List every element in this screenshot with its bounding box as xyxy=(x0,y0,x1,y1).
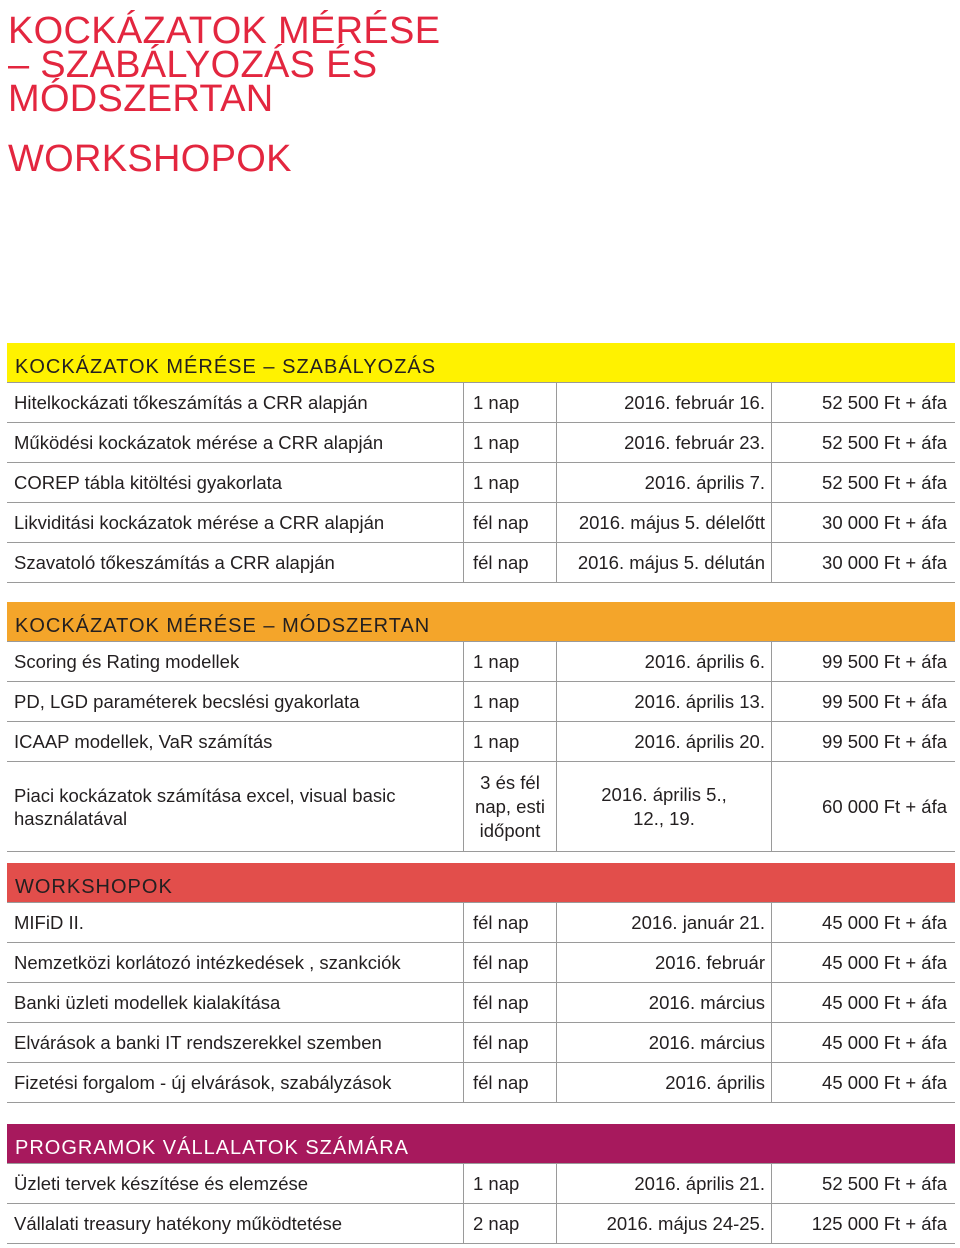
section-heading: PROGRAMOK VÁLLALATOK SZÁMÁRA xyxy=(15,1137,410,1159)
course-price: 52 500 Ft + áfa xyxy=(822,391,947,413)
course-title: PD, LGD paraméterek becslési gyakorlata xyxy=(7,682,464,721)
course-title: Elvárások a banki IT rendszerekkel szemben xyxy=(7,1023,464,1062)
page-title-line: MÓDSZERTAN xyxy=(8,78,274,120)
course-price: 99 500 Ft + áfa xyxy=(822,650,947,672)
section-risk-methodology xyxy=(7,602,955,852)
course-price: 45 000 Ft + áfa xyxy=(822,991,947,1013)
course-duration: fél nap xyxy=(464,543,557,582)
course-price: 45 000 Ft + áfa xyxy=(822,911,947,933)
course-title: ICAAP modellek, VaR számítás xyxy=(7,722,464,761)
section-heading: WORKSHOPOK xyxy=(15,876,173,898)
course-duration: 3 és fél nap, esti időpont xyxy=(464,762,557,851)
table-row xyxy=(7,1204,955,1244)
course-duration: fél nap xyxy=(464,503,557,542)
course-price: 125 000 Ft + áfa xyxy=(811,1212,947,1234)
course-date: 2016. április 21. xyxy=(557,1164,772,1203)
section-corporate-programs xyxy=(7,1124,955,1244)
course-date: 2016. április 6. xyxy=(557,642,772,681)
course-duration: 1 nap xyxy=(464,642,557,681)
course-price: 45 000 Ft + áfa xyxy=(822,1031,947,1053)
course-duration: 2 nap xyxy=(464,1204,557,1243)
course-duration: 1 nap xyxy=(464,463,557,502)
table-row xyxy=(7,1063,955,1103)
course-date: 2016. május 5. délelőtt xyxy=(557,503,772,542)
course-date: 2016. február xyxy=(557,943,772,982)
course-date: 2016. február 16. xyxy=(557,383,772,422)
course-title: Üzleti tervek készítése és elemzése xyxy=(7,1164,464,1203)
course-price: 99 500 Ft + áfa xyxy=(822,730,947,752)
course-title: Szavatoló tőkeszámítás a CRR alapján xyxy=(7,543,464,582)
section-workshops xyxy=(7,863,955,1103)
section-heading-band xyxy=(7,1124,955,1164)
course-date: 2016. április xyxy=(557,1063,772,1102)
course-duration: 1 nap xyxy=(464,682,557,721)
page-subtitle: WORKSHOPOK xyxy=(8,138,292,180)
course-duration: fél nap xyxy=(464,943,557,982)
course-date: 2016. február 23. xyxy=(557,423,772,462)
table-row xyxy=(7,943,955,983)
course-price: 60 000 Ft + áfa xyxy=(822,795,947,817)
course-duration: fél nap xyxy=(464,983,557,1022)
course-date: 2016. május 5. délután xyxy=(557,543,772,582)
section-heading: KOCKÁZATOK MÉRÉSE – SZABÁLYOZÁS xyxy=(15,356,437,378)
table-row xyxy=(7,642,955,682)
course-title: Működési kockázatok mérése a CRR alapján xyxy=(7,423,464,462)
course-title: Likviditási kockázatok mérése a CRR alapján xyxy=(7,503,464,542)
course-title: Hitelkockázati tőkeszámítás a CRR alapján xyxy=(7,383,464,422)
table-row xyxy=(7,423,955,463)
course-price: 45 000 Ft + áfa xyxy=(822,1071,947,1093)
course-title: Vállalati treasury hatékony működtetése xyxy=(7,1204,464,1243)
table-row xyxy=(7,1023,955,1063)
table-row xyxy=(7,543,955,583)
course-price: 45 000 Ft + áfa xyxy=(822,951,947,973)
course-duration: fél nap xyxy=(464,1063,557,1102)
table-row xyxy=(7,503,955,543)
page-title xyxy=(8,10,441,120)
table-row xyxy=(7,1164,955,1204)
course-date: 2016. január 21. xyxy=(557,903,772,942)
course-price: 52 500 Ft + áfa xyxy=(822,1172,947,1194)
course-title: Piaci kockázatok számítása excel, visual basic használatával xyxy=(7,762,464,851)
course-title: Nemzetközi korlátozó intézkedések , szankciók xyxy=(7,943,464,982)
table-row xyxy=(7,682,955,722)
course-duration: 1 nap xyxy=(464,722,557,761)
section-risk-regulation xyxy=(7,343,955,583)
course-duration: 1 nap xyxy=(464,383,557,422)
table-row xyxy=(7,722,955,762)
course-duration: fél nap xyxy=(464,903,557,942)
table-row xyxy=(7,762,955,852)
table-row xyxy=(7,463,955,503)
page-title-line: – SZABÁLYOZÁS ÉS xyxy=(8,44,378,86)
course-date: 2016. április 13. xyxy=(557,682,772,721)
page-title-line: KOCKÁZATOK MÉRÉSE xyxy=(8,10,441,52)
table-row xyxy=(7,383,955,423)
course-title: COREP tábla kitöltési gyakorlata xyxy=(7,463,464,502)
course-duration: 1 nap xyxy=(464,1164,557,1203)
section-heading: KOCKÁZATOK MÉRÉSE – MÓDSZERTAN xyxy=(15,615,431,637)
course-duration: 1 nap xyxy=(464,423,557,462)
section-heading-band xyxy=(7,863,955,903)
course-date: 2016. április 7. xyxy=(557,463,772,502)
course-price: 30 000 Ft + áfa xyxy=(822,511,947,533)
course-date: 2016. május 24-25. xyxy=(557,1204,772,1243)
course-date: 2016. március xyxy=(557,983,772,1022)
course-duration: fél nap xyxy=(464,1023,557,1062)
course-date: 2016. március xyxy=(557,1023,772,1062)
section-heading-band xyxy=(7,343,955,383)
course-price: 52 500 Ft + áfa xyxy=(822,471,947,493)
course-title: Fizetési forgalom - új elvárások, szabályzások xyxy=(7,1063,464,1102)
course-price: 30 000 Ft + áfa xyxy=(822,551,947,573)
course-date: 2016. április 5., 12., 19. xyxy=(557,762,772,851)
table-row xyxy=(7,903,955,943)
course-title: Scoring és Rating modellek xyxy=(7,642,464,681)
course-price: 99 500 Ft + áfa xyxy=(822,690,947,712)
section-heading-band xyxy=(7,602,955,642)
course-title: Banki üzleti modellek kialakítása xyxy=(7,983,464,1022)
table-row xyxy=(7,983,955,1023)
course-price: 52 500 Ft + áfa xyxy=(822,431,947,453)
course-title: MIFiD II. xyxy=(7,903,464,942)
course-date: 2016. április 20. xyxy=(557,722,772,761)
